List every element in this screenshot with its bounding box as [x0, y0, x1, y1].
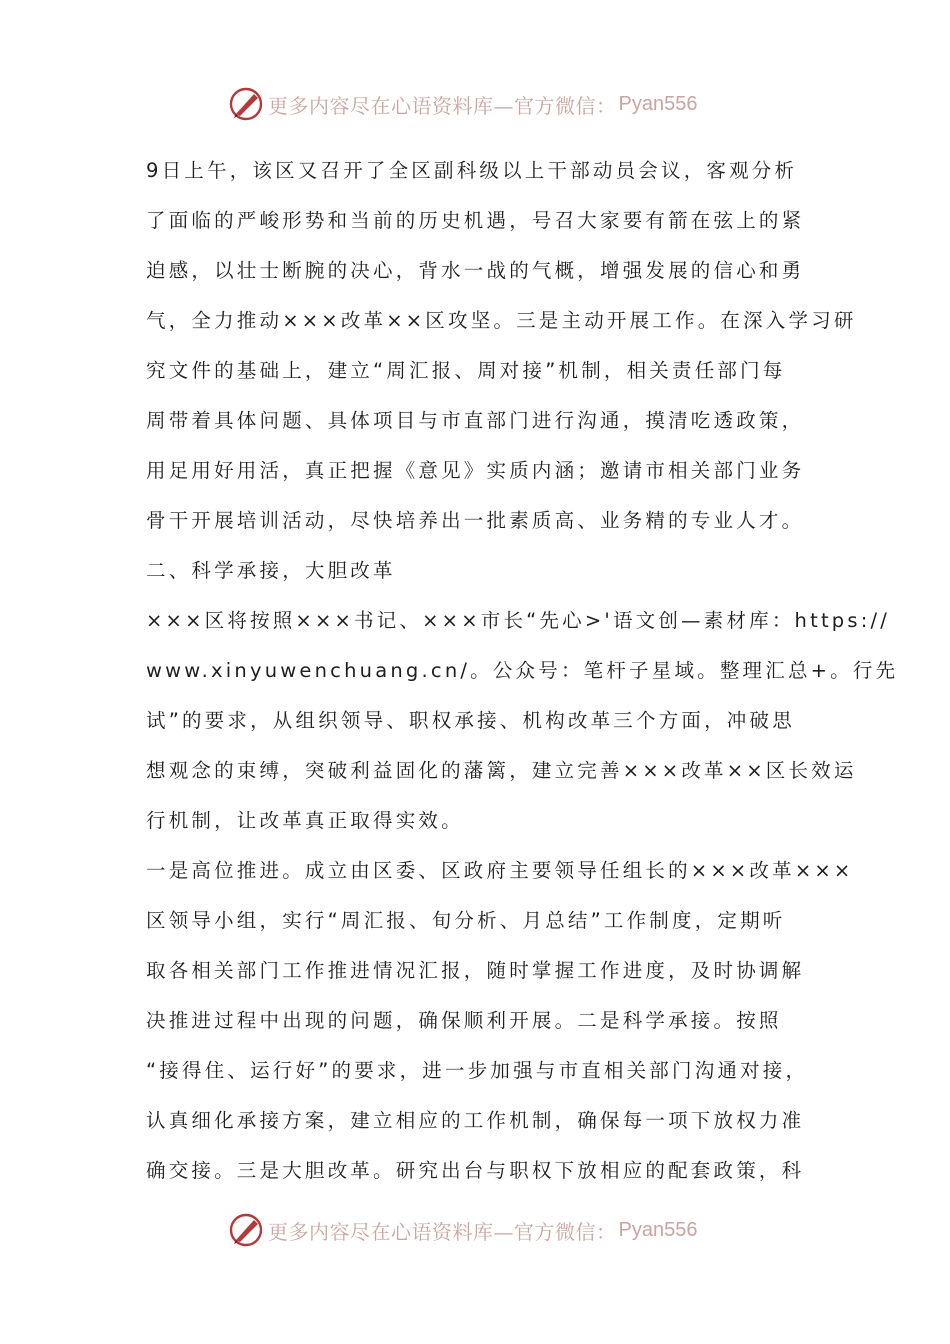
body-line: 取各相关部门工作推进情况汇报，随时掌握工作进度，及时协调解 [146, 959, 805, 982]
body-line: www.xinyuwenchuang.cn/。公众号：笔杆子星域。整理汇总+。行先 [146, 659, 899, 682]
body-line: 想观念的束缚，突破利益固化的藩篱，建立完善×××改革××区长效运 [146, 759, 857, 782]
body-line: 迫感，以壮士断腕的决心，背水一战的气概，增强发展的信心和勇 [146, 259, 805, 282]
body-line: ×××区将按照×××书记、×××市长“先心>'语文创—素材库：https:// [146, 609, 891, 632]
body-line: 周带着具体问题、具体项目与市直部门进行沟通，摸清吃透政策， [146, 409, 805, 432]
banner-text: 更多内容尽在心语资料库—官方微信： [268, 1219, 617, 1244]
wechat-id: Pyan556 [618, 92, 698, 115]
document-body [146, 146, 899, 1196]
body-line: 试”的要求，从组织领导、职权承接、机构改革三个方面，冲破思 [146, 709, 795, 732]
body-line: 究文件的基础上，建立“周汇报、周对接”机制，相关责任部门每 [146, 359, 786, 382]
body-line: 9日上午，该区又召开了全区副科级以上干部动员会议，客观分析 [146, 159, 798, 182]
header-banner [228, 84, 728, 124]
section-heading: 二、科学承接，大胆改革 [146, 559, 396, 582]
body-line: 一是高位推进。成立由区委、区政府主要领导任组长的×××改革××× [146, 859, 854, 882]
body-line: 骨干开展培训活动，尽快培养出一批素质高、业务精的专业人才。 [146, 509, 805, 532]
body-line: 气，全力推动×××改革××区攻坚。三是主动开展工作。在深入学习研 [146, 309, 857, 332]
footer-banner [228, 1210, 728, 1250]
pen-logo-icon [228, 86, 264, 122]
body-line: 区领导小组，实行“周汇报、旬分析、月总结”工作制度，定期听 [146, 909, 786, 932]
pen-logo-icon [228, 1212, 264, 1248]
body-line: “接得住、运行好”的要求，进一步加强与市直相关部门沟通对接， [146, 1059, 809, 1082]
body-line: 行机制，让改革真正取得实效。 [146, 809, 464, 832]
body-line: 确交接。三是大胆改革。研究出台与职权下放相应的配套政策，科 [146, 1159, 805, 1182]
body-line: 认真细化承接方案，建立相应的工作机制，确保每一项下放权力准 [146, 1109, 805, 1132]
body-line: 了面临的严峻形势和当前的历史机遇，号召大家要有箭在弦上的紧 [146, 209, 805, 232]
banner-text: 更多内容尽在心语资料库—官方微信： [268, 93, 617, 118]
body-line: 用足用好用活，真正把握《意见》实质内涵；邀请市相关部门业务 [146, 459, 805, 482]
body-line: 决推进过程中出现的问题，确保顺利开展。二是科学承接。按照 [146, 1009, 782, 1032]
wechat-id: Pyan556 [618, 1218, 698, 1241]
